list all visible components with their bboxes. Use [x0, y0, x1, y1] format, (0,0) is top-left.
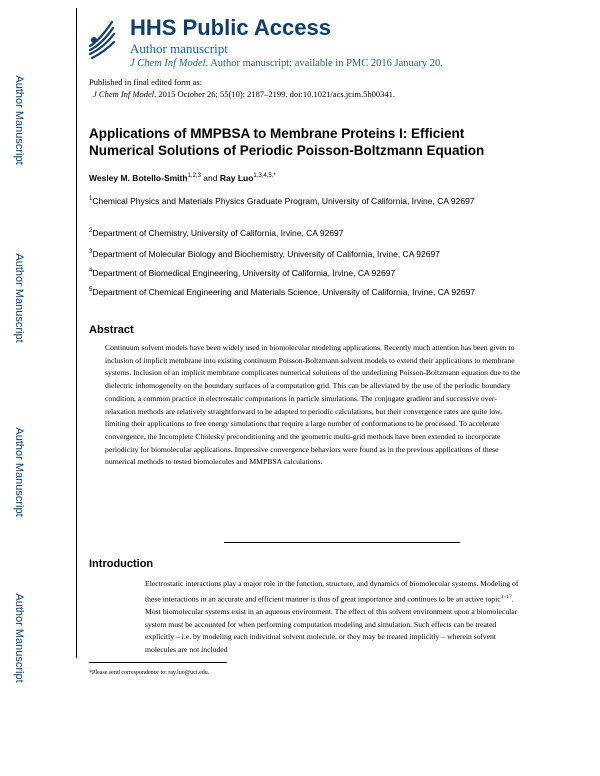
author-list: Wesley M. Botello-Smith$^{1,2,3}$ and Ray Luo$^{1,3,4,5,*}$	[89, 173, 276, 183]
affiliation: $^3$Department of Molecular Biology and Biochemistry, University of California, Irvine, CA 92697	[89, 248, 440, 259]
side-label-3: Author Manuscript	[13, 427, 25, 517]
affiliation: $^5$Department of Chemical Engineering and Materials Science, University of California, Irvine, CA 92697	[89, 286, 476, 297]
affiliation: $^4$Department of Biomedical Engineering, University of California, Irvine, CA 92697	[89, 267, 396, 278]
abstract-text: Continuum solvent models have been widely used in biomolecular modeling applications. Recently much attention has been given to inclusion of implicit membrane into existing continuum Poisson-Boltzmann solvent models to extend their applications to membrane systems. Inclusion of an implicit membrane complicates numerical solutions of the underlining Poisson-Boltzmann equation due to the dielectric inhomogeneity on the boundary surfaces of a computation grid. This can be alleviated by the use of the periodic boundary condition, a common practice in electrostatic computations in particle simulations. The conjugate gradient and successive over-relaxation methods are relatively straightforward to be adapted to periodic calculations, but their convergence rates are quite low, limiting their applications to free energy simulations that require a large number of conformations to be processed. To accelerate convergence, the Incomplete Cholesky preconditioning and the geometric multi-grid methods have been extended to incorporate periodicity for biomolecular applications. Impressive convergence behaviors were found as in the previous applications of these numerical methods to tested biomolecules and MMPBSA calculations.	[105, 343, 521, 467]
published-label: Published in final edited form as:	[89, 77, 203, 87]
introduction-text: Electrostatic interactions play a major role in the function, structure, and dynamics of biomolecular systems. Modeling of these interactions in an accurate and efficient manner is thus of great importance and continues to be an active topic$^{1-17}$. Most biomolecular systems exist in an aqueous environment. The effect of this solvent environment upon a biomolecular system must be accounted for when performing computation modeling and simulation. Such effects can be treated explicitly – i.e. by modeling each individual solvent molecule, or they may be treated implicitly – wherein solvent molecules are not included	[145, 579, 519, 655]
abstract-heading: Abstract	[89, 324, 134, 336]
published-citation: J Chem Inf Model. 2015 October 26; 55(10): 2187–2199. doi:10.1021/acs.jcim.5b00341.	[93, 89, 395, 99]
hhs-title: HHS Public Access	[130, 15, 331, 40]
side-label-4: Author Manuscript	[13, 593, 25, 683]
author-2: Ray Luo	[219, 173, 254, 183]
affiliation: $^1$Chemical Physics and Materials Physics Graduate Program, University of California, Irvine, CA 92697	[89, 195, 475, 206]
footnote-rule	[89, 662, 227, 663]
journal-availability[interactable]: J Chem Inf Model. Author manuscript; available in PMC 2016 January 20.	[130, 58, 443, 69]
section-divider	[224, 542, 460, 543]
article-title: Applications of MMPBSA to Membrane Proteins I: Efficient Numerical Solutions of Periodic Poisson-Boltzmann Equation	[89, 126, 485, 158]
author-manuscript-label: Author manuscript	[130, 41, 228, 56]
affiliation: $^2$Department of Chemistry, University of California, Irvine, CA 92697	[89, 227, 344, 238]
correspondence-footnote: *Please send correspondence to: ray.luo@uci.edu.	[89, 670, 210, 676]
margin-rule	[76, 8, 77, 658]
introduction-heading: Introduction	[89, 558, 154, 570]
author-1: Wesley M. Botello-Smith	[89, 173, 188, 183]
side-label-2: Author Manuscript	[13, 253, 25, 343]
side-label-1: Author Manuscript	[13, 75, 25, 165]
hhs-eagle-logo-icon	[86, 16, 116, 60]
